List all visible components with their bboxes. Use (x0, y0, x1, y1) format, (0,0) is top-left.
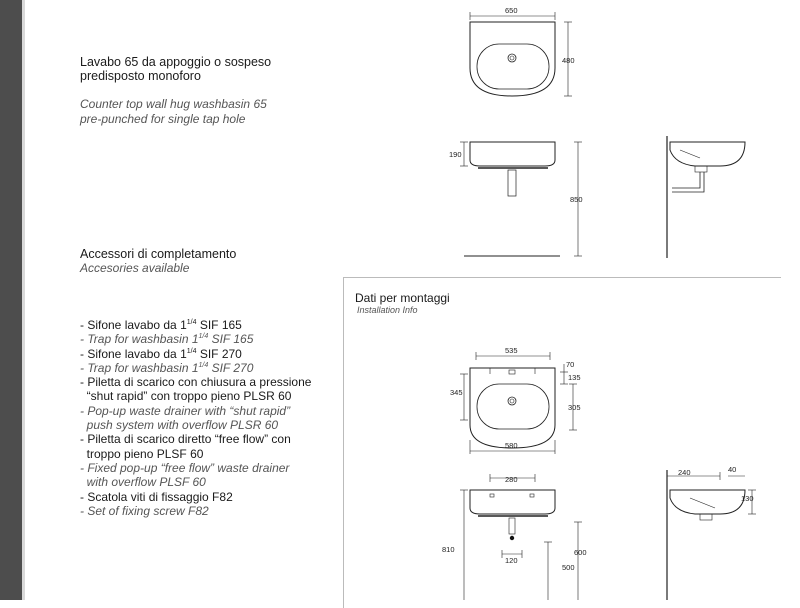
product-title-it-line1: Lavabo 65 da appoggio o sospeso (80, 55, 272, 69)
dim-inst-right-305: 305 (568, 403, 581, 412)
list-item: troppo pieno PLSF 60 (80, 446, 204, 461)
list-item: - Scatola viti di fissaggio F82 (80, 489, 233, 504)
accessories-title-it: Accessori di completamento (80, 247, 237, 261)
installation-title-it: Dati per montaggi (355, 291, 450, 305)
list-item: - Piletta di scarico con chiusura a pressione (80, 375, 312, 390)
dim-inst-top-135: 135 (568, 373, 581, 382)
product-title-it-line2: predisposto monoforo (80, 69, 201, 83)
list-item: - Sifone lavabo da $1^{1/4}$ SIF 165 (80, 318, 242, 332)
product-title-en-line1: Counter top wall hug washbasin 65 (80, 97, 267, 111)
list-item: - Set of fixing screw F82 (80, 503, 209, 518)
list-item: “shut rapid” con troppo pieno PLSR 60 (80, 389, 292, 404)
list-item: - Sifone lavabo da $1^{1/4}$ SIF 270 (80, 346, 242, 361)
dim-inst-front-280: 280 (505, 475, 518, 484)
installation-title-en: Installation Info (357, 305, 418, 315)
list-item: - Trap for washbasin $1^{1/4}$ SIF 165 (80, 332, 254, 347)
list-item: - Fixed pop-up “free flow” waste drainer (80, 460, 290, 475)
dim-inst-front-120: 120 (505, 556, 518, 565)
dim-top-depth: 480 (562, 56, 575, 65)
dim-inst-top-70: 70 (566, 360, 575, 369)
product-title-en-line2: pre-punched for single tap hole (80, 112, 246, 126)
dim-top-width: 650 (505, 6, 518, 15)
installation-front-drawing (460, 474, 582, 600)
accessories-title-en: Accesories available (80, 261, 190, 275)
dim-inst-top-width: 535 (505, 346, 518, 355)
dim-front-total: 850 (570, 195, 583, 204)
dim-inst-side-130: 130 (741, 494, 754, 503)
installation-divider (343, 277, 780, 278)
list-item: push system with overflow PLSR 60 (80, 418, 279, 433)
dim-inst-front-810: 810 (442, 545, 455, 554)
front-view-drawing (460, 142, 582, 256)
dim-inst-side-240: 240 (678, 468, 691, 477)
list-item: - Piletta di scarico diretto “free flow” con (80, 432, 291, 447)
installation-side-drawing (667, 470, 756, 600)
top-view-drawing (470, 12, 572, 96)
dim-inst-side-40: 40 (728, 465, 737, 474)
list-item: - Pop-up waste drainer with “shut rapid” (80, 403, 291, 418)
side-view-drawing (667, 136, 745, 258)
installation-hole-marks (510, 536, 514, 540)
list-item: - Trap for washbasin $1^{1/4}$ SIF 270 (80, 360, 254, 375)
dim-inst-bottom-580: 580 (505, 441, 518, 450)
list-item: with overflow PLSF 60 (80, 475, 206, 490)
dim-inst-front-600: 600 (574, 548, 587, 557)
dim-inst-front-500: 500 (562, 563, 575, 572)
dim-inst-left-345: 345 (450, 388, 463, 397)
installation-top-drawing (460, 352, 577, 454)
dim-front-height: 190 (449, 150, 462, 159)
